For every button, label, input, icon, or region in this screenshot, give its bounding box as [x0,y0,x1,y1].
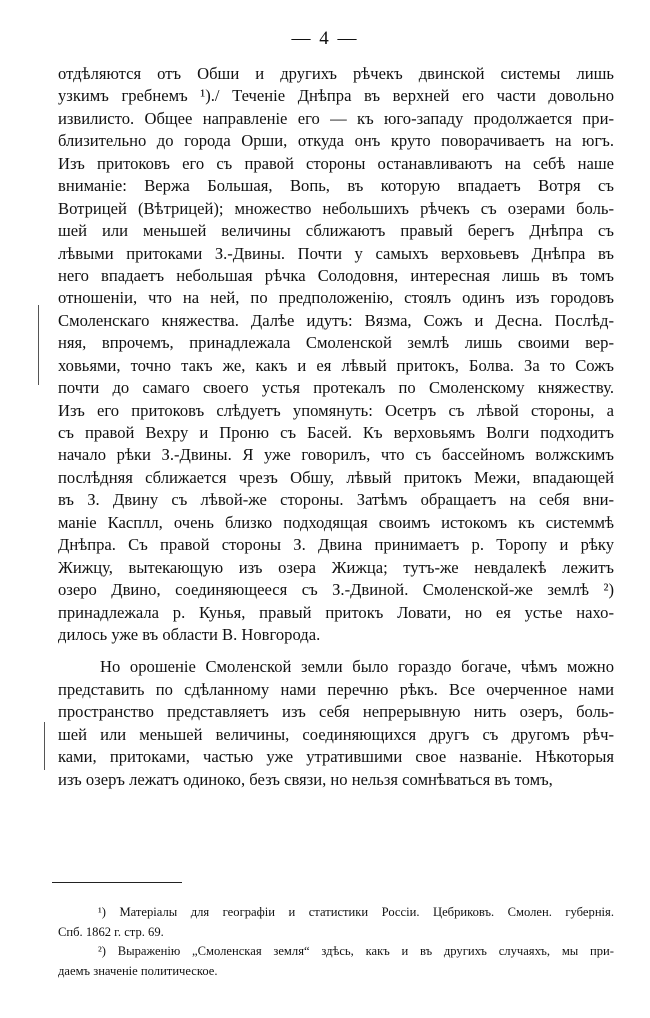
text-line: послѣдняя сближается чрезъ Обшу, лѣвый притокъ Межи, впадающей [58,467,614,487]
text-line: принадлежала р. Кунья, правый притокъ Ловати, но ея устье нахо- [58,602,614,622]
footnote-line: даемъ значеніе политическое. [58,963,218,978]
text-line: отдѣляются отъ Обши и другихъ рѣчекъ двинской системы лишь [58,64,614,83]
text-line: няя, впрочемъ, принадлежала Смоленской землѣ лишь своими вер- [58,333,614,353]
text-line: Изъ его притоковъ слѣдуетъ упомянуть: Осетръ съ лѣвой стороны, а [58,400,614,420]
text-line: дилось уже въ области В. Новгорода. [58,624,321,644]
text-line: представить по сдѣланному нами перечню рѣкъ. Все очерченное нами [58,679,614,699]
text-line: начало рѣки З.-Двины. Я уже говорилъ, что съ бассейномъ волжскимъ [58,445,614,465]
margin-pencil-mark [38,305,39,385]
text-line: него впадаетъ небольшая рѣчка Солодовня, интересная лишь въ томъ [58,265,614,285]
page-number: — 4 — [291,28,359,49]
footnote-line: Спб. 1862 г. стр. 69. [58,924,164,939]
text-line: маніе Касплл, очень близко подходящая своимъ истокомъ къ системмѣ [58,512,614,532]
footnote-line: ²) Выраженію „Смоленская земля“ здѣсь, какъ и въ другихъ случаяхъ, мы при- [98,944,614,958]
text-line: изъ озеръ лежатъ одиноко, безъ связи, но нельзя сомнѣваться въ томъ, [58,769,553,789]
footnote-line: ¹) Матеріалы для географіи и статистики Россіи. Цебриковъ. Смолен. губернія. [98,905,614,919]
text-line: Изъ притоковъ его съ правой стороны останавливаютъ на себѣ наше [58,153,614,173]
text-line: отношеніи, что на ней, по предположенію, стоялъ одинъ изъ городовъ [58,288,614,308]
text-line: ховьями, точно такъ же, какъ и ея лѣвый притокъ, Болва. За то Сожъ [58,355,614,375]
text-line: ками, притоками, частью уже утратившими свое названіе. Нѣкоторыя [58,747,614,767]
footnotes [58,903,614,981]
paragraph-gap [58,646,614,656]
main-text [58,63,614,791]
text-line: Смоленскаго княжества. Далѣе идутъ: Вязма, Сожъ и Десна. Послѣд- [58,310,614,330]
text-line: Но орошеніе Смоленской земли было гораздо богаче, чѣмъ можно [100,657,614,677]
text-line: озеро Двино, соединяющееся съ З.-Двиной. Смоленской-же землѣ ²) [58,580,614,600]
text-line: шей или меньшей величины, соединяющихся другъ съ другомъ рѣч- [58,724,614,744]
text-line: Днѣпра. Съ правой стороны З. Двина принимаетъ р. Торопу и рѣку [58,535,614,555]
text-line: извилисто. Общее направленіе его — къ юго-западу продолжается при- [58,108,614,128]
text-line: узкимъ гребнемъ ¹)./ Теченіе Днѣпра въ верхней его части довольно [58,86,614,106]
text-line: Вотрицей (Вѣтрицей); множество небольшихъ рѣчекъ съ озерами боль- [58,198,614,218]
text-line: шей или меньшей величины сближаютъ правый берегъ Днѣпра съ [58,221,614,241]
text-line: близительно до города Орши, откуда онъ круто поворачиваетъ на югъ. [58,131,614,151]
margin-pencil-mark [44,722,45,770]
text-line: Жижцу, вытекающую изъ озера Жижца; тутъ-же невдалекѣ лежитъ [58,557,614,577]
footnote-divider [52,882,182,883]
text-line: вниманіе: Вержа Большая, Вопь, въ которую впадаетъ Вотря съ [58,176,614,196]
text-line: съ правой Вехру и Проню съ Басей. Къ верховьямъ Волги подходитъ [58,423,614,442]
text-line: пространство представляетъ изъ себя непрерывную нить озеръ, боль- [58,702,614,722]
text-line: почти до самаго своего устья протекалъ по Смоленскому княжеству. [58,378,614,398]
text-line: лѣвыми притоками З.-Двины. Почти у самыхъ верховьевъ Днѣпра въ [58,243,614,263]
text-line: въ З. Двину съ лѣвой-же стороны. Затѣмъ обращаетъ на себя вни- [58,490,614,510]
